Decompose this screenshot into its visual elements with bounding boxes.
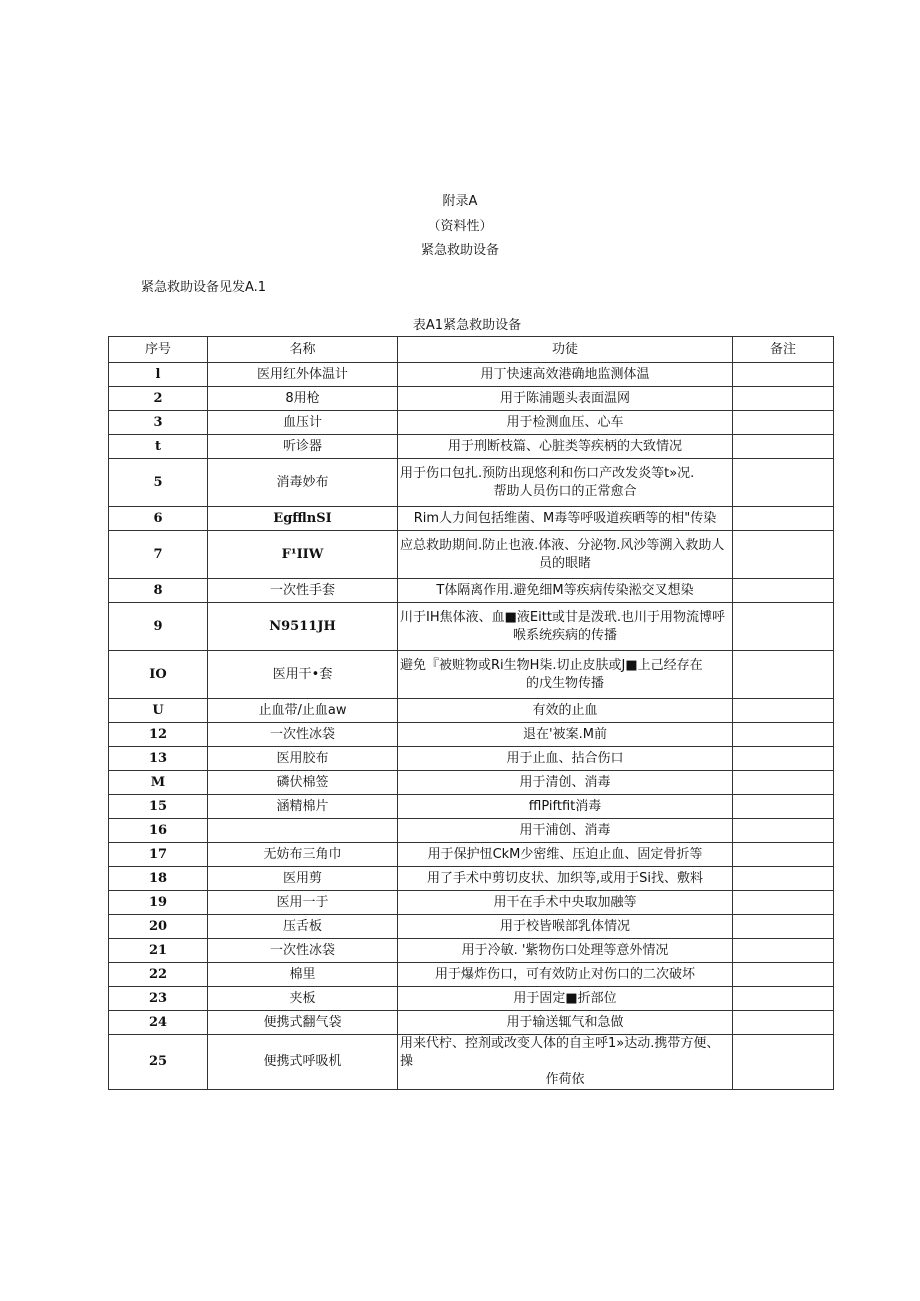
table-row	[109, 795, 834, 819]
function-line: 用来代柠、控剂或改变人体的自主呼1»达动.携带方便、操	[400, 1036, 720, 1069]
cell-no: 17	[109, 843, 208, 867]
cell-no: 5	[109, 459, 208, 507]
function-line: 用于止血、拈合伤口	[506, 750, 624, 766]
table-row	[109, 579, 834, 603]
cell-function	[398, 747, 733, 771]
cell-name: 一次性冰袋	[208, 939, 398, 963]
cell-note	[733, 747, 834, 771]
function-line: 喉系统疾病的传播	[512, 627, 617, 643]
function-line: 用了手术中剪切皮状、加织等,或用于Si找、敷料	[427, 870, 703, 886]
function-line: fflPiftfit消毒	[528, 798, 602, 814]
cell-name: 消毒妙布	[208, 459, 398, 507]
function-line: 员的眼睹	[538, 555, 591, 571]
cell-name: 夹板	[208, 987, 398, 1011]
cell-name: 止血带/止血aw	[208, 699, 398, 723]
table-row	[109, 723, 834, 747]
cell-name: 压舌板	[208, 915, 398, 939]
cell-no: 6	[109, 507, 208, 531]
table-header-row	[109, 337, 834, 363]
table-row	[109, 435, 834, 459]
cell-name: 磷伏棉签	[208, 771, 398, 795]
cell-no: 12	[109, 723, 208, 747]
table-row	[109, 459, 834, 507]
cell-note	[733, 531, 834, 579]
cell-note	[733, 771, 834, 795]
table-row	[109, 507, 834, 531]
function-line: 用于输送辄气和急做	[506, 1014, 624, 1030]
cell-function	[398, 459, 733, 507]
table-row	[109, 699, 834, 723]
cell-note	[733, 699, 834, 723]
cell-note	[733, 987, 834, 1011]
cell-function	[398, 531, 733, 579]
cell-function	[398, 795, 733, 819]
cell-name: N9511JH	[208, 603, 398, 651]
cell-no: 2	[109, 387, 208, 411]
cell-note	[733, 651, 834, 699]
cell-no: 9	[109, 603, 208, 651]
cell-no: 23	[109, 987, 208, 1011]
cell-function	[398, 363, 733, 387]
cell-name: F¹IIW	[208, 531, 398, 579]
cell-note	[733, 1011, 834, 1035]
table-row	[109, 915, 834, 939]
header-function: 功徒	[398, 337, 733, 363]
cell-no: 15	[109, 795, 208, 819]
cell-function	[398, 723, 733, 747]
cell-note	[733, 387, 834, 411]
cell-note	[733, 579, 834, 603]
cell-function	[398, 963, 733, 987]
table-row	[109, 891, 834, 915]
table-row	[109, 747, 834, 771]
cell-name: 医用红外体温计	[208, 363, 398, 387]
cell-name: 医用剪	[208, 867, 398, 891]
cell-function	[398, 411, 733, 435]
function-line: 帮助人员伤口的正常愈合	[493, 483, 637, 499]
cell-no: 13	[109, 747, 208, 771]
cell-function	[398, 507, 733, 531]
cell-function	[398, 1035, 733, 1090]
cell-name: 一次性冰袋	[208, 723, 398, 747]
cell-no: M	[109, 771, 208, 795]
table-row	[109, 843, 834, 867]
cell-note	[733, 819, 834, 843]
cell-no: 3	[109, 411, 208, 435]
function-line: 用干浦创、消毒	[519, 822, 611, 838]
header-name: 名称	[208, 337, 398, 363]
cell-note	[733, 915, 834, 939]
cell-name: 棉里	[208, 963, 398, 987]
cell-name: EgfflnSI	[208, 507, 398, 531]
appendix-title: 附录A	[442, 194, 478, 209]
table-row	[109, 939, 834, 963]
intro-paragraph: 紧急救助设备见发A.1	[141, 280, 267, 295]
cell-name: 听诊器	[208, 435, 398, 459]
table-row	[109, 411, 834, 435]
table-caption: 表A1紧急救助设备	[412, 318, 522, 333]
cell-no: 21	[109, 939, 208, 963]
function-line: 用于保护忸CkM少密维、压迫止血、固定骨折等	[427, 846, 703, 862]
table-row	[109, 867, 834, 891]
function-line: T体隔离作用.避免细M等疾病传染淞交叉想染	[436, 582, 694, 598]
cell-no: 22	[109, 963, 208, 987]
cell-note	[733, 867, 834, 891]
function-line: 退在'被案.M前	[523, 726, 607, 742]
cell-name: 血压计	[208, 411, 398, 435]
function-line: 用于固定■折部位	[513, 990, 617, 1006]
cell-no: 18	[109, 867, 208, 891]
cell-no: 24	[109, 1011, 208, 1035]
cell-function	[398, 915, 733, 939]
cell-no: l	[109, 363, 208, 387]
function-line: 用干在手术中央取加融等	[493, 894, 637, 910]
function-line: 用于校皆喉部乳体情况	[499, 918, 630, 934]
function-line: 的戊生物传播	[525, 675, 604, 691]
table-row	[109, 651, 834, 699]
cell-name: 8用枪	[208, 387, 398, 411]
cell-function	[398, 387, 733, 411]
cell-no: U	[109, 699, 208, 723]
appendix-heading: 紧急救助设备	[420, 243, 499, 258]
table-row	[109, 1011, 834, 1035]
function-line: 用于冷敏. '紫物伤口处理等意外情况	[461, 942, 669, 958]
cell-note	[733, 1035, 834, 1090]
function-line: 避免『被赃物或Ri生物H柒.切止皮肤或J■上己经存在	[400, 657, 703, 673]
cell-function	[398, 771, 733, 795]
cell-note	[733, 891, 834, 915]
cell-name	[208, 819, 398, 843]
cell-name: 医用干•套	[208, 651, 398, 699]
cell-no: 16	[109, 819, 208, 843]
cell-note	[733, 507, 834, 531]
cell-name: 医用一于	[208, 891, 398, 915]
cell-note	[733, 435, 834, 459]
cell-name: 涵精棉片	[208, 795, 398, 819]
cell-function	[398, 435, 733, 459]
cell-note	[733, 939, 834, 963]
cell-function	[398, 987, 733, 1011]
cell-function	[398, 843, 733, 867]
cell-no: 19	[109, 891, 208, 915]
table-row	[109, 363, 834, 387]
table-row	[109, 771, 834, 795]
cell-name: 便携式呼吸机	[208, 1035, 398, 1090]
function-line: 川于IH焦体液、血■液Eitt或甘是泼玳.也川于用物流博呼	[400, 609, 726, 625]
function-line: 用于陈浦题头表面温网	[499, 390, 630, 406]
function-line: Rim人力间包括维菌、M毒等呼吸道疾晒等的相"传染	[413, 510, 717, 526]
cell-name: 一次性手套	[208, 579, 398, 603]
function-line: 用丁快速高效港确地监测体温	[480, 366, 650, 382]
cell-no: 20	[109, 915, 208, 939]
function-line: 作荷依	[545, 1072, 585, 1087]
appendix-type: （资料性）	[427, 219, 493, 234]
equipment-table	[108, 336, 834, 1090]
table-row	[109, 603, 834, 651]
cell-function	[398, 819, 733, 843]
cell-name: 便携式翻气袋	[208, 1011, 398, 1035]
header-no: 序号	[109, 337, 208, 363]
cell-note	[733, 459, 834, 507]
cell-function	[398, 1011, 733, 1035]
cell-note	[733, 603, 834, 651]
function-line: 用于刑断枝篇、心脏类等疾柄的大致情况	[447, 438, 682, 454]
cell-function	[398, 651, 733, 699]
cell-function	[398, 603, 733, 651]
cell-note	[733, 963, 834, 987]
table-row	[109, 531, 834, 579]
function-line: 用于清创、消毒	[519, 774, 611, 790]
function-line: 用于检测血压、心车	[506, 414, 624, 430]
cell-function	[398, 891, 733, 915]
table-row	[109, 1035, 834, 1090]
cell-note	[733, 363, 834, 387]
cell-note	[733, 411, 834, 435]
table-row	[109, 963, 834, 987]
table-row	[109, 819, 834, 843]
cell-note	[733, 795, 834, 819]
function-line: 应总救助期间.防止也液.体液、分泌物.风沙等溯入救助人	[400, 537, 725, 553]
cell-function	[398, 939, 733, 963]
table-row	[109, 387, 834, 411]
cell-no: t	[109, 435, 208, 459]
cell-note	[733, 843, 834, 867]
function-line: 用于爆炸伤口，可有效防止对伤口的二次破坏	[434, 966, 695, 982]
cell-no: 8	[109, 579, 208, 603]
table-row	[109, 987, 834, 1011]
function-line: 有效的止血	[532, 702, 598, 718]
cell-function	[398, 579, 733, 603]
cell-function	[398, 867, 733, 891]
cell-name: 无妨布三角巾	[208, 843, 398, 867]
cell-no: 7	[109, 531, 208, 579]
cell-function	[398, 699, 733, 723]
cell-no: IO	[109, 651, 208, 699]
function-line: 用于伤口包扎.预防出现悠利和伤口产改发炎等t»况.	[400, 465, 695, 481]
table-body	[109, 363, 834, 1090]
header-note: 备注	[733, 337, 834, 363]
cell-no: 25	[109, 1035, 208, 1090]
cell-note	[733, 723, 834, 747]
cell-name: 医用胶布	[208, 747, 398, 771]
